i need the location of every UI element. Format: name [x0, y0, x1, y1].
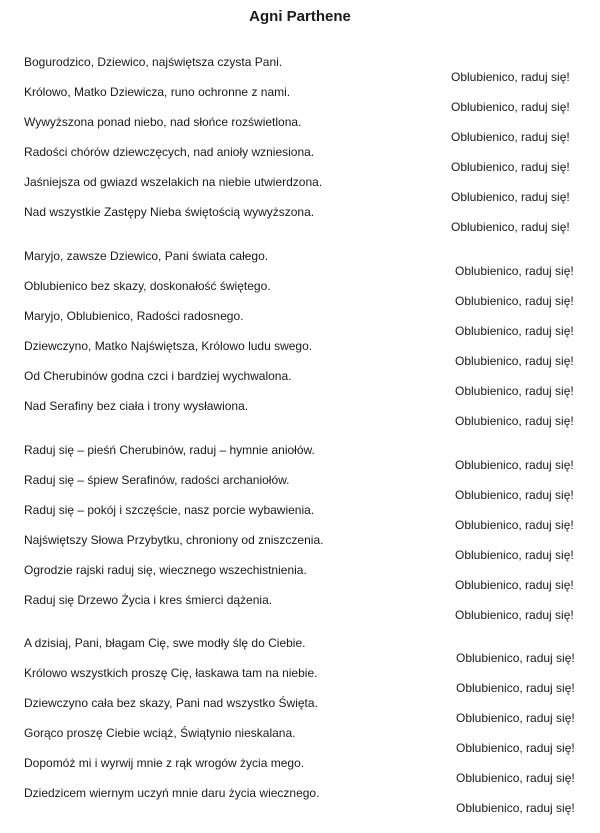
verse-line: Raduj się – śpiew Serafinów, radości archaniołów. [24, 473, 290, 487]
refrain: Oblubienico, raduj się! [455, 324, 574, 338]
verse-line: Bogurodzico, Dziewico, najświętsza czysta Pani. [24, 55, 283, 69]
refrain: Oblubienico, raduj się! [455, 264, 574, 278]
verse-line: Dziedzicem wiernym uczyń mnie daru życia wiecznego. [24, 786, 320, 800]
refrain: Oblubienico, raduj się! [455, 458, 574, 472]
refrain: Oblubienico, raduj się! [451, 160, 570, 174]
refrain: Oblubienico, raduj się! [456, 801, 575, 815]
verse-line: Raduj się Drzewo Życia i kres śmierci dążenia. [24, 593, 273, 607]
verse-line: Jaśniejsza od gwiazd wszelakich na niebie utwierdzona. [24, 175, 323, 189]
verse-line: Królowo wszystkich proszę Cię, łaskawa tam na niebie. [24, 666, 318, 680]
verse-line: Maryjo, zawsze Dziewico, Pani świata całego. [24, 249, 269, 263]
refrain: Oblubienico, raduj się! [451, 100, 570, 114]
refrain: Oblubienico, raduj się! [456, 681, 575, 695]
refrain: Oblubienico, raduj się! [455, 354, 574, 368]
verse-line: Ogrodzie rajski raduj się, wiecznego wszechistnienia. [24, 563, 307, 577]
refrain: Oblubienico, raduj się! [455, 384, 574, 398]
verse-line: Dopomóż mi i wyrwij mnie z rąk wrogów życia mego. [24, 756, 305, 770]
refrain: Oblubienico, raduj się! [455, 488, 574, 502]
refrain: Oblubienico, raduj się! [455, 294, 574, 308]
refrain: Oblubienico, raduj się! [451, 130, 570, 144]
verse-line: Raduj się – pieśń Cherubinów, raduj – hymnie aniołów. [24, 443, 315, 457]
verse-line: Nad Serafiny bez ciała i trony wysławiona. [24, 399, 249, 413]
refrain: Oblubienico, raduj się! [456, 741, 575, 755]
verse-line: Oblubienico bez skazy, doskonałość świętego. [24, 279, 271, 293]
refrain: Oblubienico, raduj się! [456, 771, 575, 785]
verse-line: Wywyższona ponad niebo, nad słońce rozświetlona. [24, 115, 302, 129]
verse-line: Radości chórów dziewczęcych, nad anioły wzniesiona. [24, 145, 315, 159]
verse-line: Najświętszy Słowa Przybytku, chroniony od zniszczenia. [24, 533, 324, 547]
verse-line: Dziewczyno cała bez skazy, Pani nad wszystko Święta. [24, 696, 318, 710]
refrain: Oblubienico, raduj się! [456, 711, 575, 725]
refrain: Oblubienico, raduj się! [451, 70, 570, 84]
refrain: Oblubienico, raduj się! [456, 651, 575, 665]
verse-line: Nad wszystkie Zastępy Nieba świętością wywyższona. [24, 205, 315, 219]
refrain: Oblubienico, raduj się! [455, 578, 574, 592]
verse-line: Gorąco proszę Ciebie wciąż, Świątynio nieskalana. [24, 726, 296, 740]
refrain: Oblubienico, raduj się! [455, 518, 574, 532]
verse-line: Od Cherubinów godna czci i bardziej wychwalona. [24, 369, 292, 383]
refrain: Oblubienico, raduj się! [451, 190, 570, 204]
page-title: Agni Parthene [249, 8, 351, 25]
verse-line: A dzisiaj, Pani, błagam Cię, swe modły ślę do Ciebie. [24, 636, 306, 650]
verse-line: Maryjo, Oblubienico, Radości radosnego. [24, 309, 244, 323]
verse-line: Dziewczyno, Matko Najświętsza, Królowo ludu swego. [24, 339, 313, 353]
verse-line: Królowo, Matko Dziewicza, runo ochronne z nami. [24, 85, 291, 99]
refrain: Oblubienico, raduj się! [451, 220, 570, 234]
verse-line: Raduj się – pokój i szczęście, nasz porcie wybawienia. [24, 503, 315, 517]
refrain: Oblubienico, raduj się! [455, 414, 574, 428]
refrain: Oblubienico, raduj się! [455, 548, 574, 562]
refrain: Oblubienico, raduj się! [455, 608, 574, 622]
